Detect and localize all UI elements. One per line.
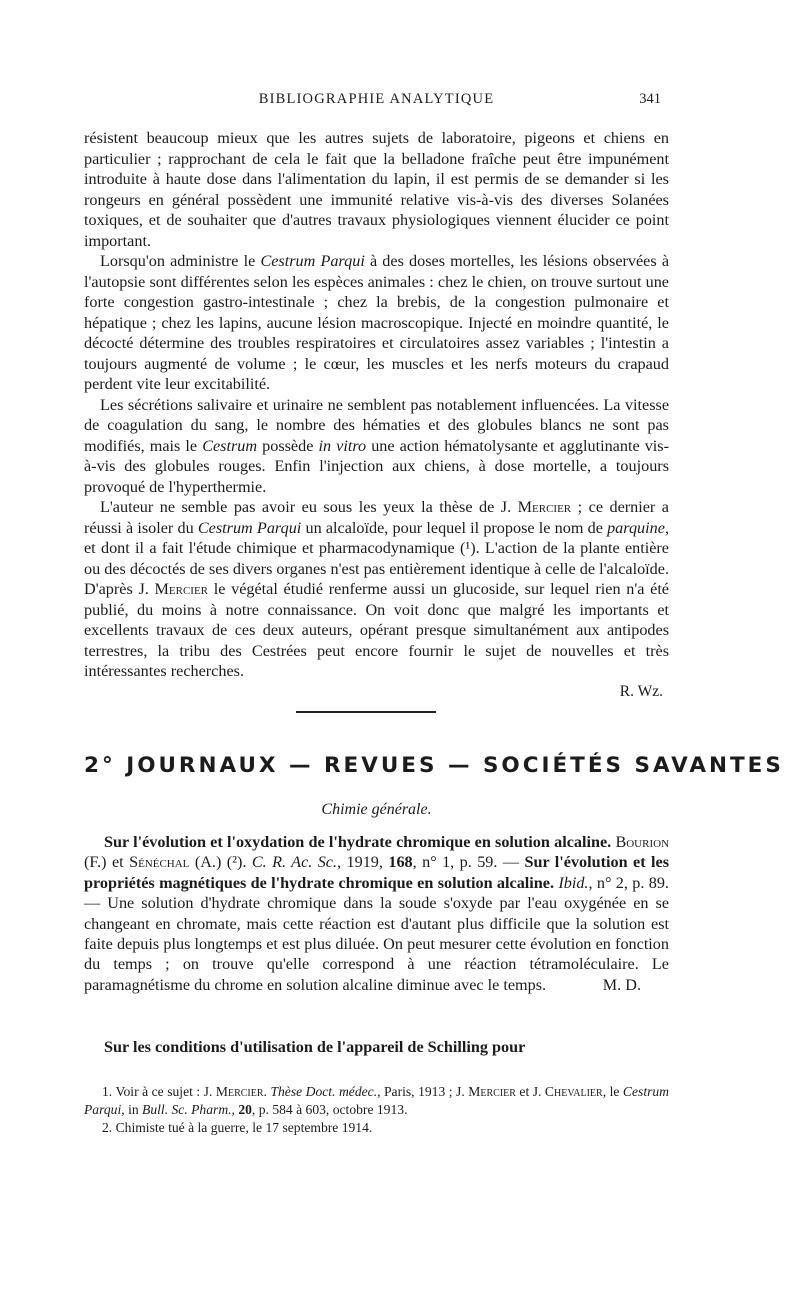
article-title: Sur les conditions d'utilisation de l'appareil de Schilling pour <box>104 1038 526 1056</box>
subsection-heading: Chimie générale. <box>321 801 432 818</box>
genus-name: Cestrum <box>202 436 258 455</box>
article-entry <box>84 832 669 995</box>
article-title: Sur l'évolution et l'oxydation de l'hydrate chromique en solution alcaline. <box>104 833 612 851</box>
text-run: Les sécrétions salivaire et urinaire ne semblent pas notablement influencées. La vitesse de coagulation du sang, le nombre des hématies et des globules blancs ne sont pas modifiés, mais le <box>84 395 669 455</box>
footnote: 2. Chimiste tué à la guerre, le 17 septembre 1914. <box>102 1120 373 1136</box>
ibid-reference: Ibid. <box>558 873 589 892</box>
text-run: , n° 2, p. 89. — <box>84 873 669 913</box>
text-run: (A.) (²). <box>189 853 252 872</box>
author-name: Mercier <box>517 498 572 516</box>
text-run: ; ce dernier a réussi à isoler du <box>84 498 669 537</box>
text-run: et J. <box>515 1084 545 1099</box>
alkaloid-name: parquine <box>607 518 665 537</box>
author-name: Mercier <box>215 1084 264 1099</box>
volume-number: 168 <box>388 853 413 872</box>
text-run: , et dont il a fait l'étude chimique et pharmacodynamique (¹). L'action de la plante entière ou des décoctés de ses divers organes n'est pas entièrement identique à celle de l'alcaloïde. D'après J. <box>84 518 669 598</box>
review-text <box>84 128 669 702</box>
running-head <box>84 91 669 111</box>
author-name: Sénéchal <box>129 853 190 872</box>
text-run: , <box>231 1102 239 1118</box>
footnote <box>84 1083 669 1119</box>
text-run: possède <box>257 436 319 455</box>
footnotes <box>84 1083 669 1138</box>
journal-name: C. R. Ac. Sc. <box>251 853 338 872</box>
paragraph: résistent beaucoup mieux que les autres sujets de laboratoire, pigeons et chiens en particulier ; rapprochant de cela le fait que la belladone fraîche peut être impunément introduite à haute dose dans l'alimentation du lapin, il est permis de se demander si les rongeurs en général possèdent une immunité relative vis-à-vis des diverses Solanées toxiques, et de souhaiter que d'autres travaux physiologiques viennent élucider ce point important. <box>84 129 669 250</box>
species-name: Cestrum Parqui <box>84 1084 669 1118</box>
author-name: Bourion <box>615 833 670 851</box>
journal-name: Bull. Sc. Pharm. <box>142 1102 232 1118</box>
review-signature: R. Wz. <box>619 682 663 700</box>
page-number: 341 <box>639 91 661 107</box>
text-run: , 1919, <box>337 853 389 872</box>
text-run: (F.) et <box>84 853 130 872</box>
text-run: L'auteur ne semble pas avoir eu sous les yeux la thèse de J. <box>100 498 518 516</box>
article-signature: M. D. <box>602 975 641 994</box>
author-name: Mercier <box>154 580 209 598</box>
paragraph <box>84 251 669 395</box>
latin-term: in vitro <box>318 436 367 455</box>
article-title: Sur l'évolution et les propriétés magnétiques de l'hydrate chromique en solution alcaline. <box>84 853 670 892</box>
text-run: un alcaloïde, pour lequel il propose le nom de <box>301 518 608 537</box>
paragraph <box>84 395 669 498</box>
text-run: , in <box>121 1102 143 1118</box>
species-name: Cestrum Parqui <box>260 252 365 270</box>
species-name: Cestrum Parqui <box>197 518 302 537</box>
author-name: Chevalier <box>544 1084 603 1099</box>
paragraph <box>84 497 669 682</box>
text-run: une action hématolysante et agglutinante vis-à-vis des globules rouges. Enfin l'injection aux chiens, à dose mortelle, a toujours provoqué de l'hyperthermie. <box>84 436 669 496</box>
thesis-title: Thèse Doct. médec. <box>270 1084 378 1099</box>
running-title: BIBLIOGRAPHIE ANALYTIQUE <box>258 91 495 107</box>
section-divider <box>296 711 436 713</box>
section-heading: 2° JOURNAUX — REVUES — SOCIÉTÉS SAVANTES <box>84 753 784 778</box>
text-run: , le <box>602 1084 623 1099</box>
text-run: Lorsqu'on administre le <box>100 252 261 270</box>
text-run: le végétal étudié renferme aussi un glucoside, sur lequel rien n'a été publié, du moins à notre connaissance. On voit donc que malgré les importants et excellents travaux de ces deux auteurs, opérant presque simultanément aux antipodes terrestres, la tribu des Cestrées peut encore fournir le sujet de nouvelles et très intéressantes recherches. <box>84 580 669 680</box>
text-run: , Paris, 1913 ; J. <box>377 1084 469 1099</box>
abstract-text: Une solution d'hydrate chromique dans la soude s'oxyde par l'eau oxygénée en se changeant en chromate, mais cette réaction est d'autant plus difficile que la solution est faite depuis plus longtemps et est plus diluée. On peut mesurer cette évolution en fonction du temps ; on trouve qu'elle correspond à une réaction tétramoléculaire. Le paramagnétisme du chrome en solution alcaline diminue avec le temps. <box>84 894 670 994</box>
text-run: , p. 584 à 603, octobre 1913. <box>251 1102 408 1118</box>
article-paragraph <box>84 832 669 995</box>
text-run: , n° 1, p. 59. — <box>412 853 525 872</box>
author-name: Mercier <box>468 1084 516 1099</box>
text-run: à des doses mortelles, les lésions observées à l'autopsie sont différentes selon les espèces animales : chez le chien, on trouve surtout une forte congestion gastro-intestinale ; chez la brebis, de la congestion pulmonaire et hépatique ; chez les lapins, aucune lésion macroscopique. Injecté en moindre quantité, le décocté détermine des troubles respiratoires et circulatoires assez variables ; l'intestin a toujours augmenté de volume ; le cœur, les muscles et les nerfs moteurs du crapaud perdent vite leur excitabilité. <box>84 252 670 393</box>
text-run: . <box>263 1084 271 1099</box>
volume-number: 20 <box>238 1102 252 1118</box>
text-run: 1. Voir à ce sujet : J. <box>102 1084 216 1099</box>
